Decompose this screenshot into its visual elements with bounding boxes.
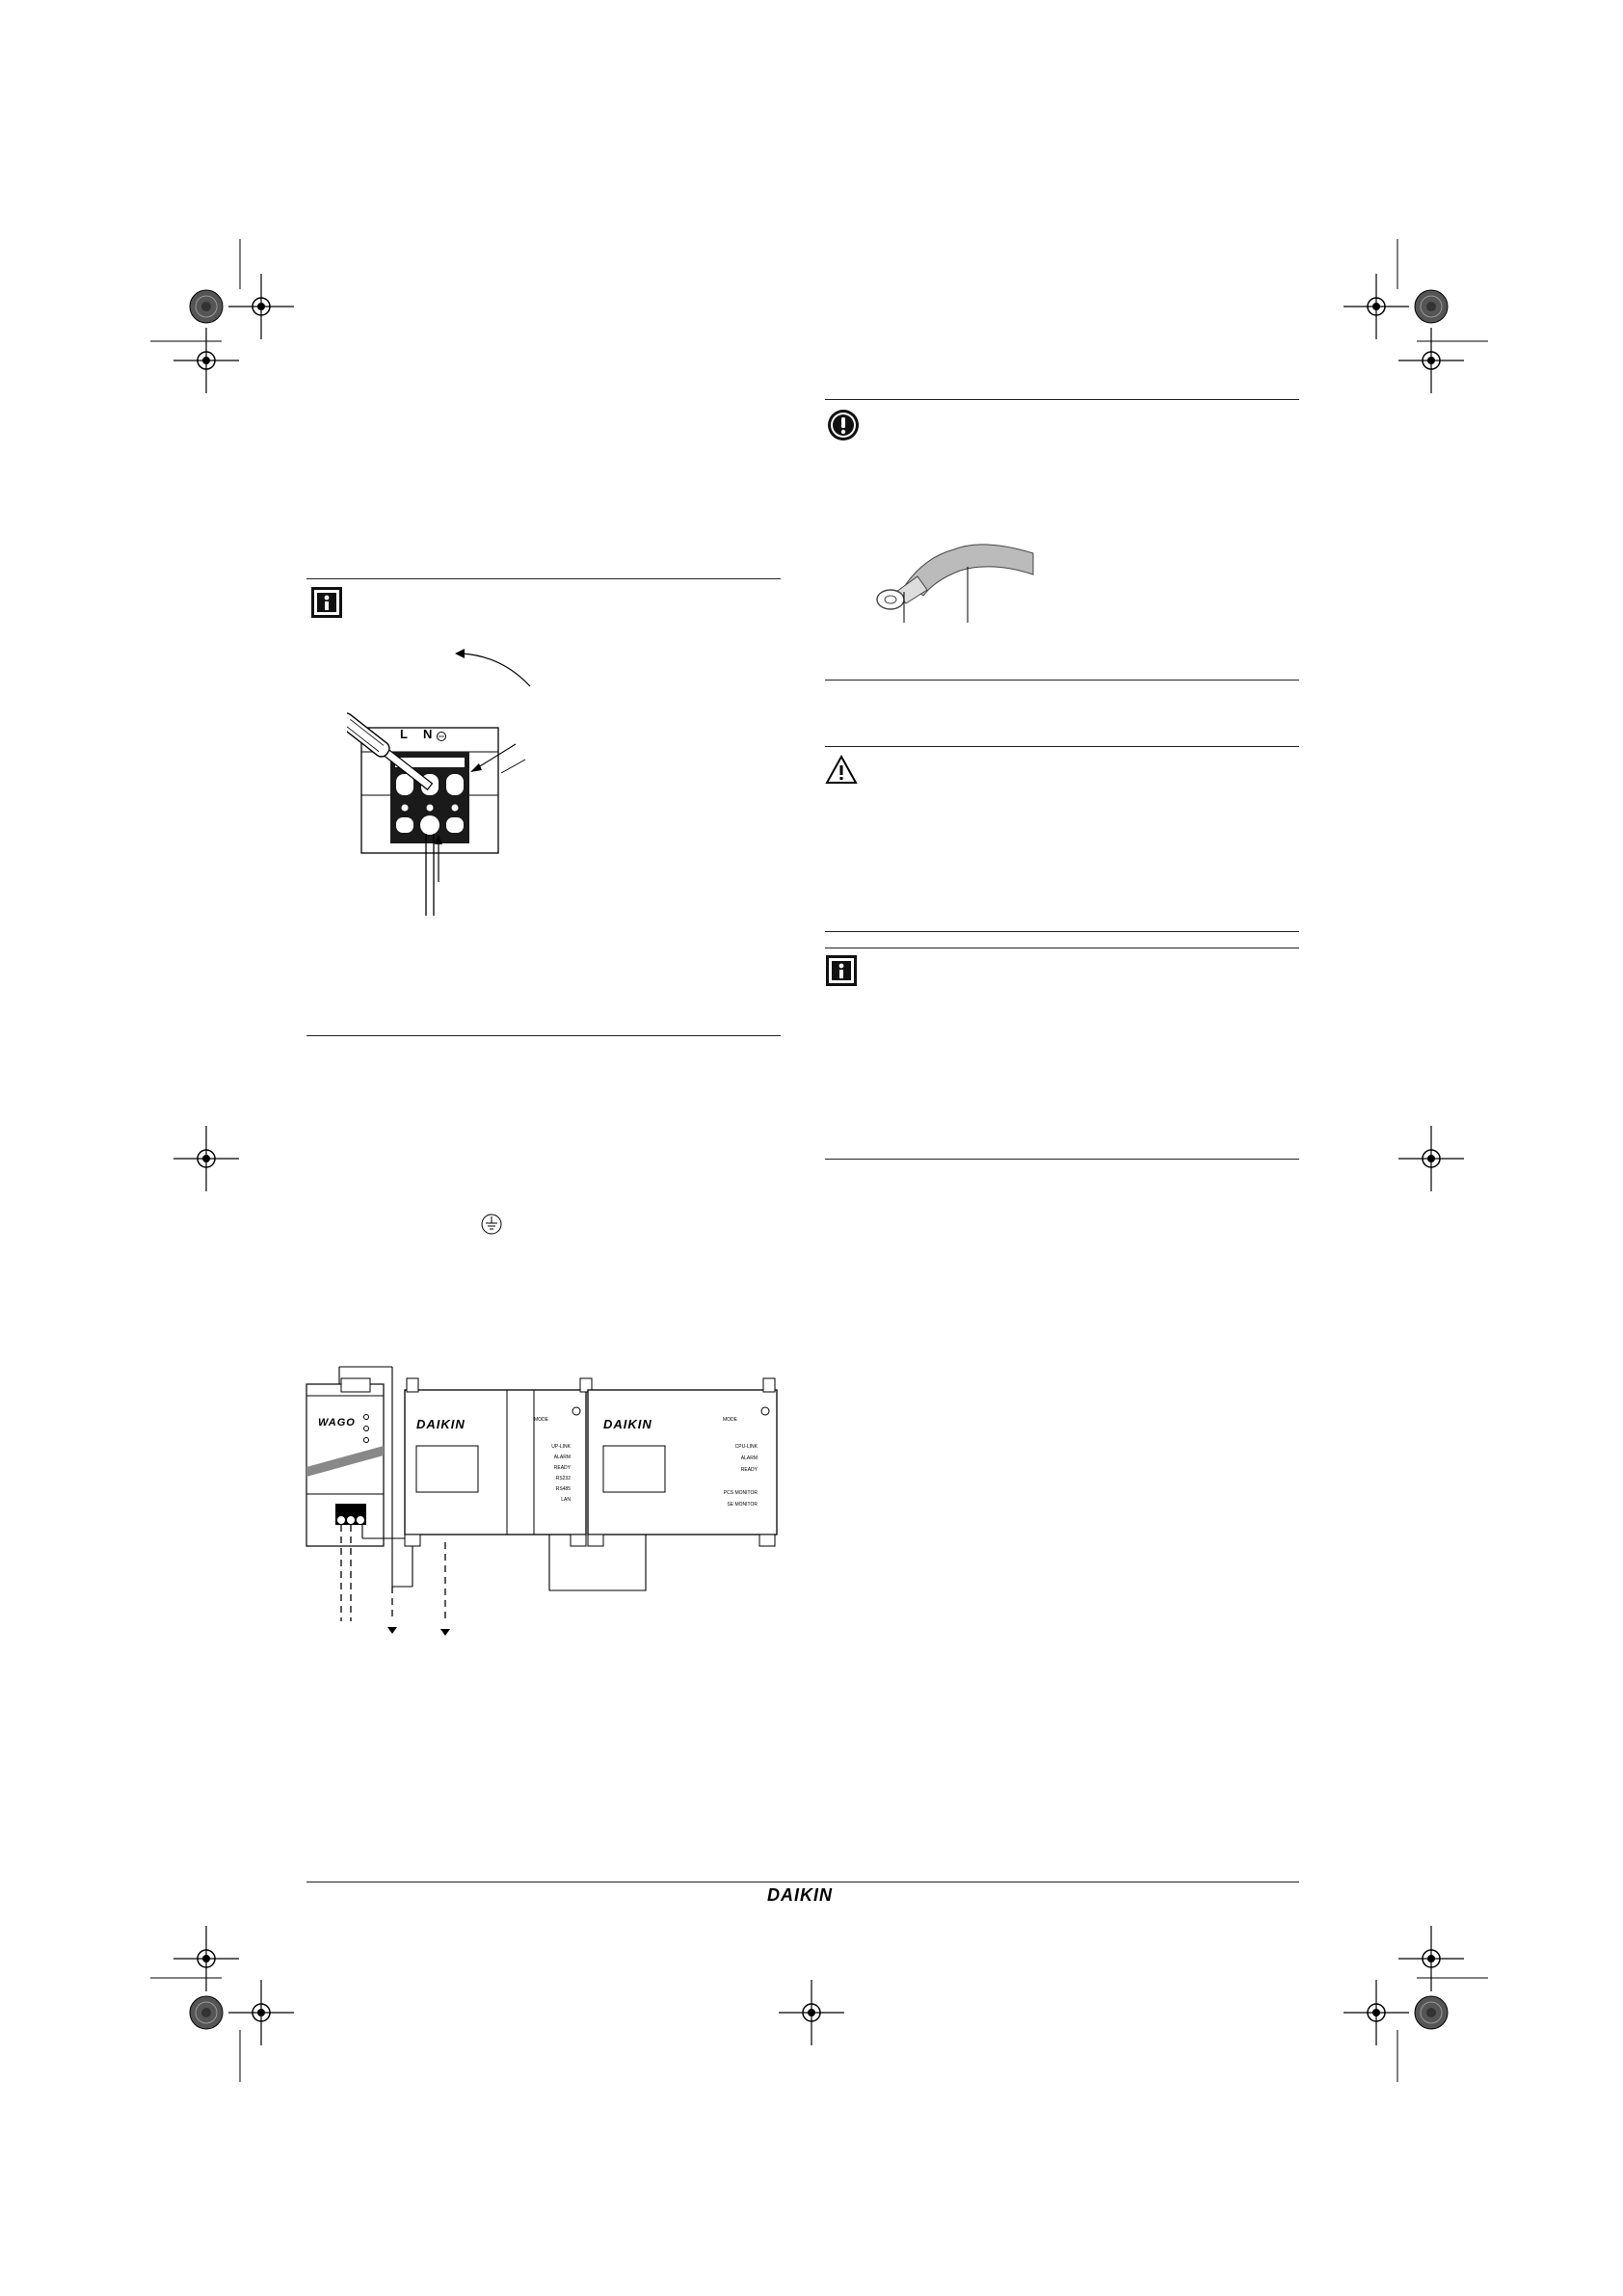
terminal-label-l: L <box>400 727 408 741</box>
led-label: SE MONITOR <box>727 1502 758 1508</box>
right-module-brand-logo: DAIKIN <box>603 1417 652 1431</box>
led-label: RS232 <box>555 1476 571 1482</box>
ground-icon <box>480 1213 503 1236</box>
right-mode-label: MODE <box>723 1417 737 1423</box>
important-box-top-rule <box>825 399 1299 400</box>
warning-triangle-icon <box>825 754 858 787</box>
warning-box-top-rule <box>825 746 1299 747</box>
terminal-block-figure <box>347 636 598 925</box>
warning-box-bottom-rule <box>825 931 1299 932</box>
led-label: PCS MONITOR <box>723 1490 758 1496</box>
led-label: READY <box>740 1467 758 1473</box>
left-module-brand-logo: DAIKIN <box>416 1417 466 1431</box>
terminal-label-n: N <box>423 727 433 741</box>
footer-brand-logo: DAIKIN <box>767 1885 833 1905</box>
info-box-bottom-rule <box>306 1035 781 1036</box>
led-label: CPU-LINK <box>734 1444 758 1450</box>
psu-brand-logo: WAGO <box>318 1417 356 1428</box>
left-mode-label: MODE <box>534 1417 548 1423</box>
led-label: READY <box>553 1465 571 1471</box>
important-box-bottom-rule <box>825 680 1299 681</box>
led-label: LAN <box>561 1497 571 1503</box>
right-module-led-list <box>704 1444 758 1513</box>
led-label: RS485 <box>555 1486 571 1492</box>
led-label: UP-LINK <box>551 1444 571 1450</box>
exclamation-icon <box>827 409 860 441</box>
info-icon <box>310 586 343 619</box>
info-icon <box>825 954 858 987</box>
led-label: ALARM <box>553 1455 571 1460</box>
info-box-top-rule <box>306 578 781 579</box>
left-module-led-list <box>520 1444 571 1508</box>
ring-terminal-cable-figure <box>867 528 1041 625</box>
info-box-2-bottom-rule <box>825 1159 1299 1160</box>
led-label: ALARM <box>740 1455 758 1461</box>
